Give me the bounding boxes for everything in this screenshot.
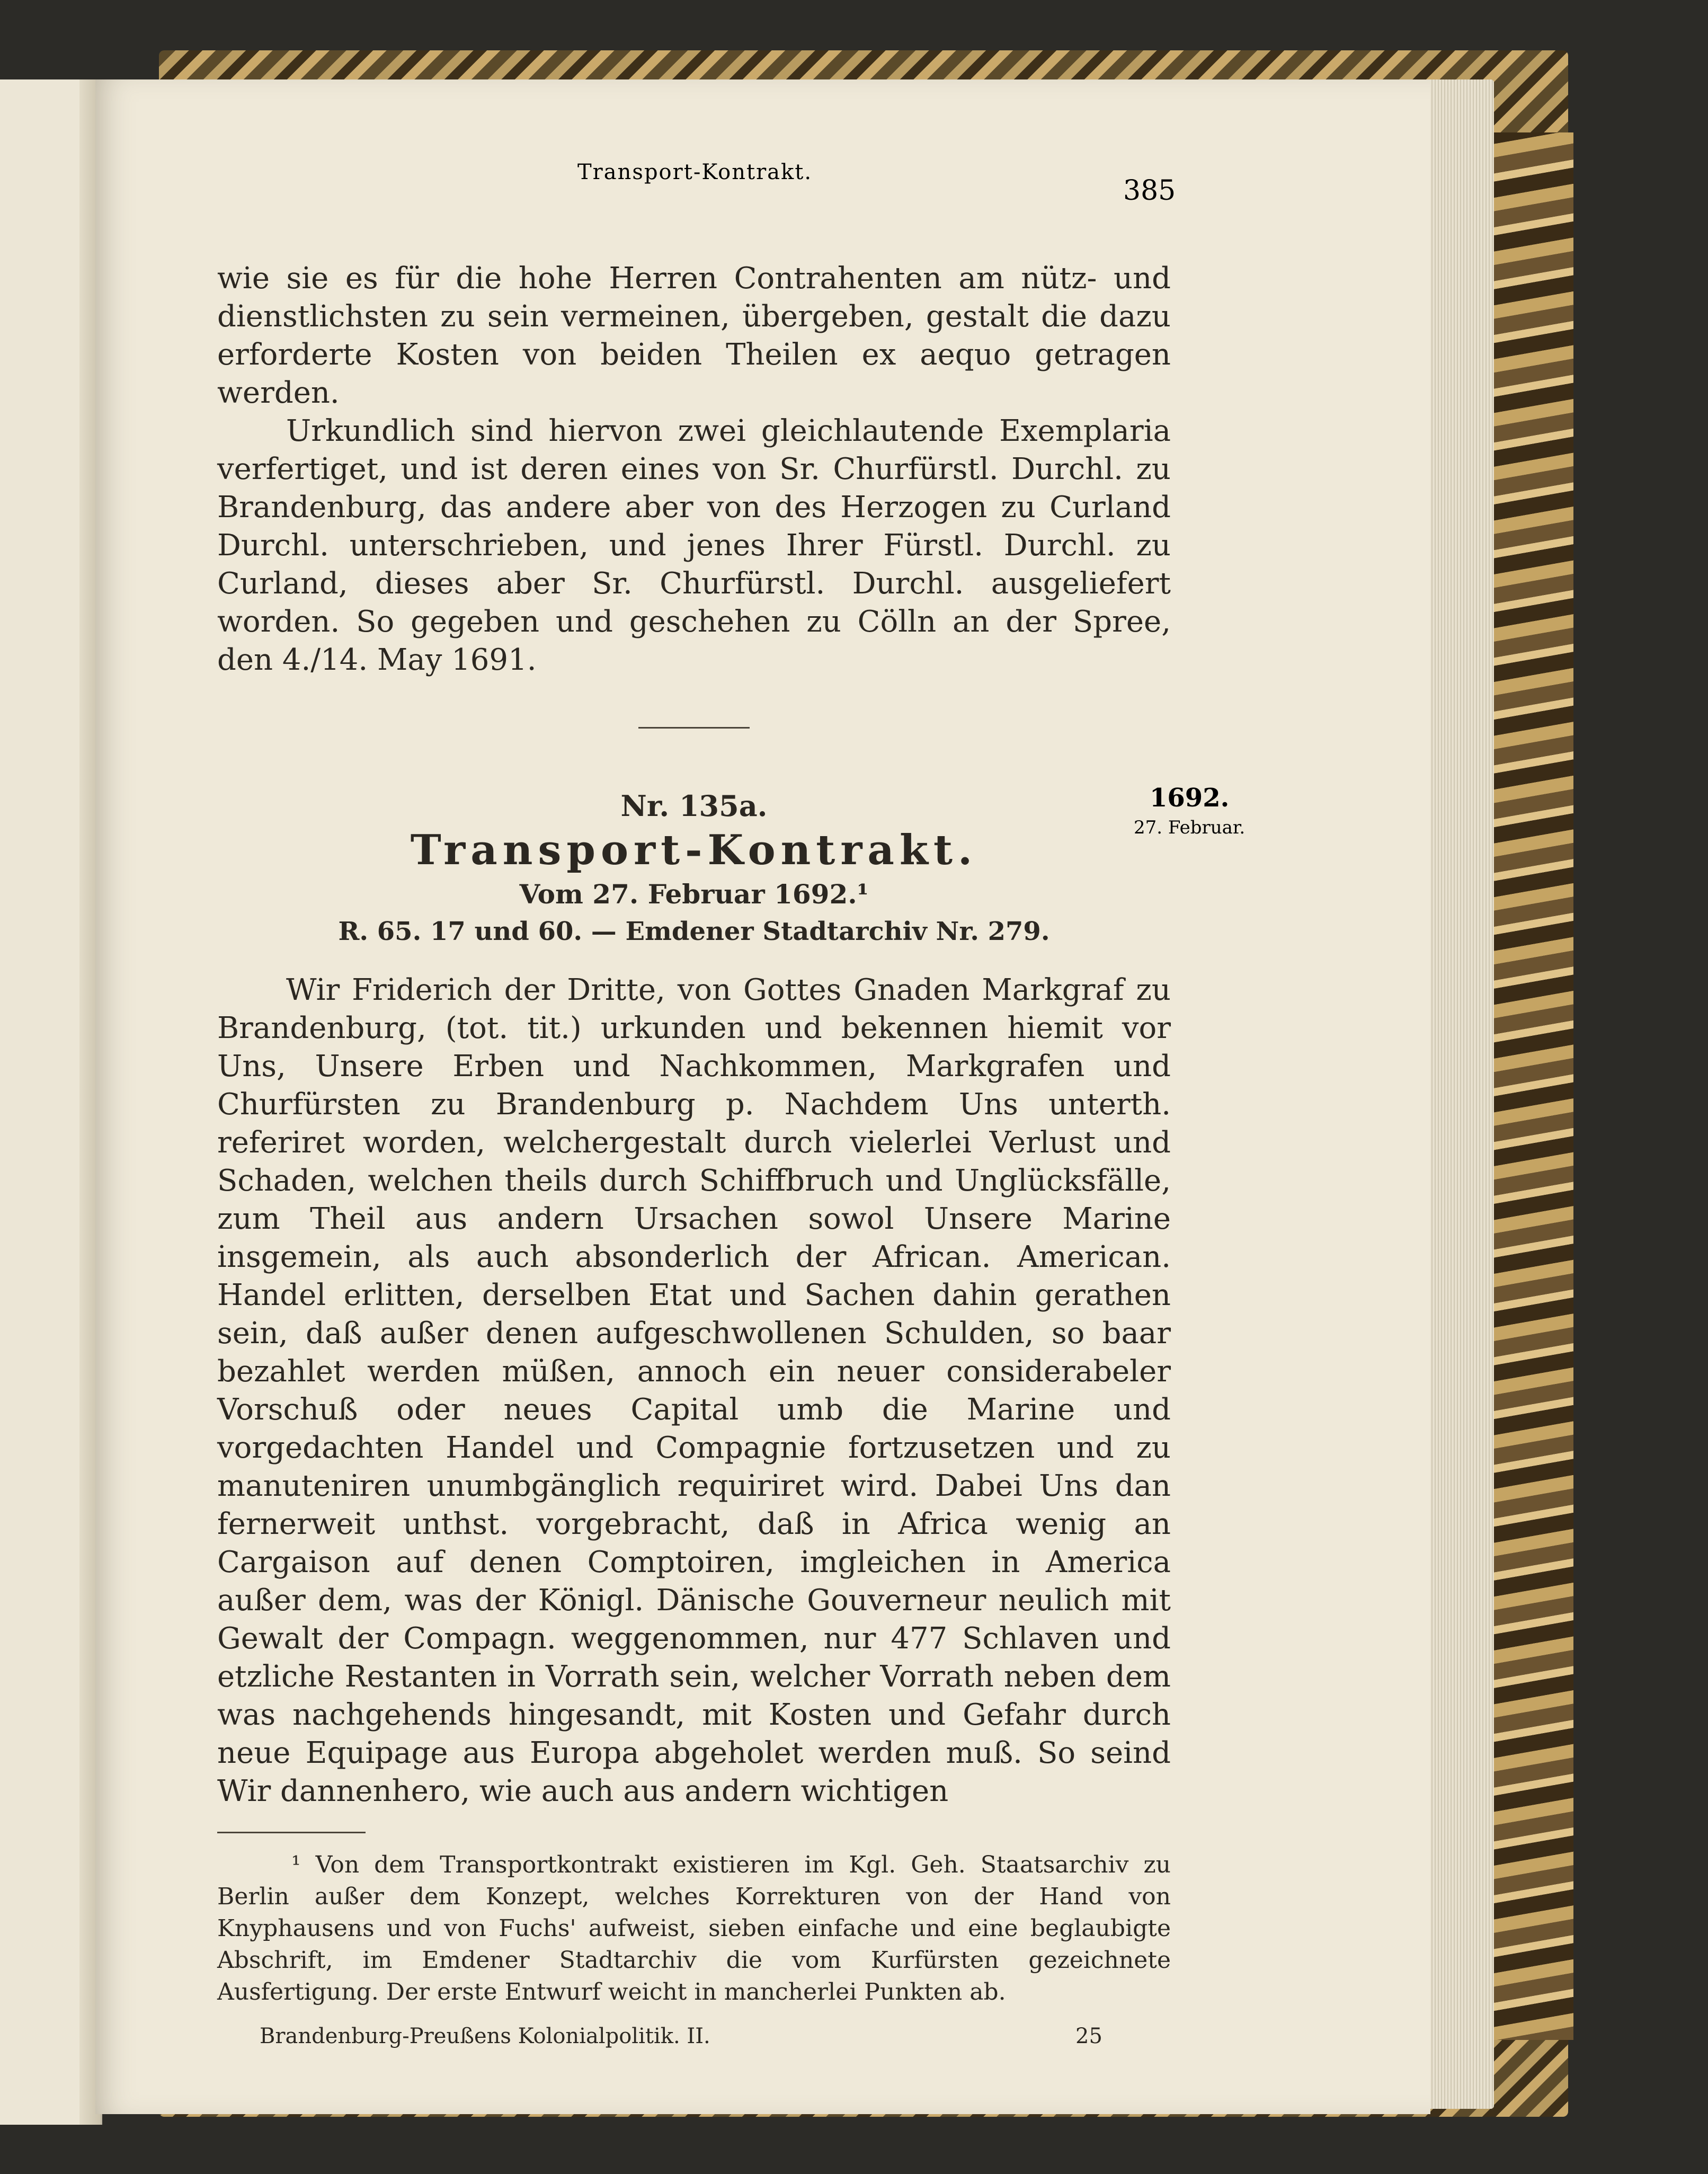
margin-year: 1692. (1150, 783, 1230, 813)
document-date: Vom 27. Februar 1692.¹ (519, 879, 869, 910)
footer-signature-number: 25 (1075, 2024, 1102, 2048)
footnote: ¹ Von dem Transportkontrakt existieren im Kgl. Geh. Staatsarchiv zu Berlin außer dem Konzept, welches Korrekturen von der Hand von Knyphausens und von Fuchs' aufweist, sieben einfache und eine beglaubigte Abschrift, im Emdener Stadtarchiv die vom Kurfürsten gezeichnete Ausfertigung. Der erste Entwurf weicht in mancherlei Punkten ab. (217, 1851, 1171, 2006)
page-content (217, 260, 1171, 2056)
paragraph-continuation: wie sie es für die hohe Herren Contrahenten am nütz- und dienstlichsten zu sein vermeinen, übergeben, gestalt die dazu erforderte Kosten von beiden Theilen ex aequo getragen werden. (217, 261, 1171, 410)
page-footer (217, 2024, 1171, 2056)
page-number: 385 (1123, 175, 1176, 207)
document-text: Wir Friderich der Dritte, von Gottes Gnaden Markgraf zu Brandenburg, (tot. tit.) urkunden und bekennen hiemit vor Uns, Unsere Erben und Nachkommen, Markgrafen und Churfürsten zu Brandenburg p. Nachdem Uns unterth. referiret worden, welchergestalt durch vielerlei Verlust und Schaden, welchen theils durch Schiffbruch und Unglücksfälle, zum Theil aus andern Ursachen sowol Unsere Marine insgemein, als auch absonderlich der African. American. Handel erlitten, derselben Etat und Sachen dahin gerathen sein, daß außer denen aufgeschwollenen Schulden, so baar bezahlet werden müßen, annoch ein neuer considerabeler Vorschuß oder neues Capital umb die Marine und vorgedachten Handel und Compagnie fortzusetzen und zu manuteniren unumbgänglich requiriret wird. Dabei Uns dan fernerweit unthst. vorgebracht, daß in Africa wenig an Cargaison auf denen Comptoiren, imgleichen in America außer dem, was der Königl. Dänische Gouverneur neulich mit Gewalt der Compagn. weggenommen, nur 477 Schlaven und etzliche Restanten in Vorrath sein, welcher Vorrath neben dem was nachgehends hingesandt, mit Kosten und Gefahr durch neue Equipage aus Europa abgeholet werden muß. So seind Wir dannenhero, wie auch aus andern wichtigen (217, 973, 1171, 1808)
footnote-divider (217, 1832, 366, 1833)
document-reference: R. 65. 17 und 60. — Emdener Stadtarchiv Nr. 279. (338, 917, 1050, 946)
book-page (95, 79, 1430, 2114)
paragraph-attestation: Urkundlich sind hiervon zwei gleichlautende Exemplaria verfertiget, und ist deren eines von Sr. Churfürstl. Durchl. zu Brandenburg, das andere aber von des Herzogen zu Curland Durchl. unterschrieben, und jenes Ihrer Fürstl. Durchl. zu Curland, dieses aber Sr. Churfürstl. Durchl. ausgeliefert worden. So gegeben und geschehen zu Cölln an der Spree, den 4./14. May 1691. (217, 414, 1171, 677)
section-divider (638, 727, 750, 729)
margin-date: 27. Februar. (1134, 817, 1246, 838)
footer-book-title: Brandenburg-Preußens Kolonialpolitik. II. (260, 2024, 710, 2048)
document-number: Nr. 135a. (620, 789, 768, 823)
running-head: Transport-Kontrakt. (577, 160, 813, 184)
document-title: Transport-Kontrakt. (410, 826, 978, 874)
